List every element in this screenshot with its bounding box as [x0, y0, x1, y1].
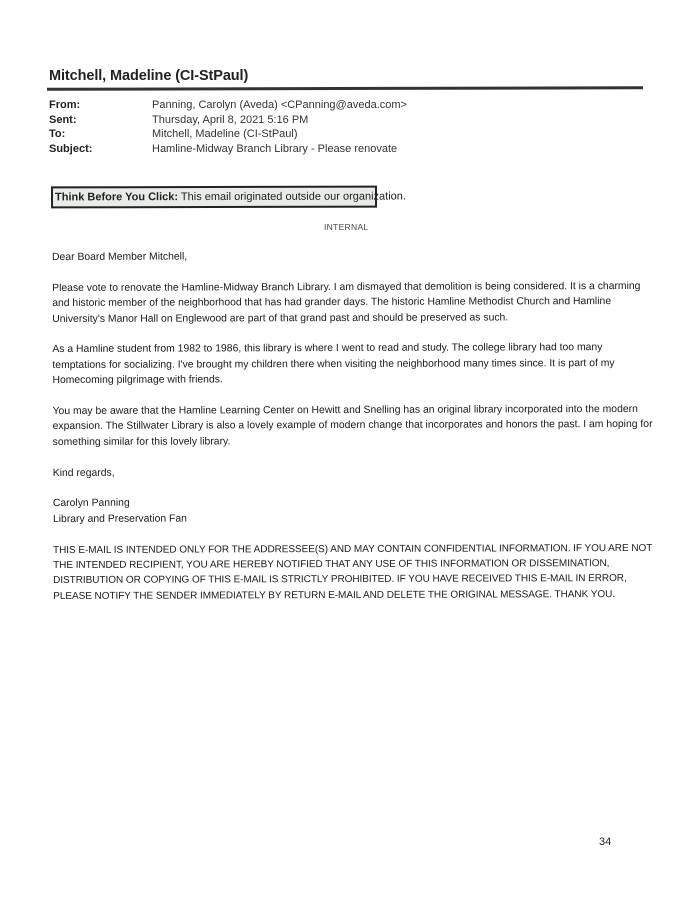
signature-title: Library and Preservation Fan	[52, 513, 187, 525]
warning-bold-label: Think Before You Click:	[54, 191, 179, 204]
meta-label: Subject:	[49, 142, 93, 155]
meta-sent	[49, 113, 407, 128]
signature-block	[53, 494, 653, 527]
meta-label: Sent:	[49, 113, 77, 126]
page-number: 34	[599, 836, 612, 848]
meta-from	[49, 98, 407, 113]
warning-text: This email originated outside our organization.	[178, 190, 406, 204]
meta-subject	[49, 142, 407, 157]
email-body	[52, 248, 653, 620]
meta-label: To:	[49, 128, 66, 141]
from-value: Panning, Carolyn (Aveda) <CPanning@aveda.com>	[152, 99, 407, 111]
external-email-warning-banner	[51, 186, 406, 209]
greeting: Dear Board Member Mitchell,	[52, 251, 188, 263]
to-value: Mitchell, Madeline (CI-StPaul)	[152, 128, 298, 141]
closing: Kind regards,	[52, 467, 115, 479]
mailbox-owner-heading: Mitchell, Madeline (CI-StPaul)	[49, 68, 249, 84]
email-metadata	[49, 98, 407, 156]
confidentiality-disclaimer: THIS E-MAIL IS INTENDED ONLY FOR THE ADDRESSEE(S) AND MAY CONTAIN CONFIDENTIAL INFORMATION. IF YOU ARE NOT THE INTENDED RECIPIENT, YOU ARE HEREBY NOTIFIED THAT ANY USE OF THIS INFORMATION OR DISSEMINATION, DISTRIBUTION OR COPYING OF THIS E-MAIL IS STRICTLY PROHIBITED. IF YOU HAVE RECEIVED THIS E-MAIL IN ERROR, PLEASE NOTIFY THE SENDER IMMEDIATELY BY RETURN E-MAIL AND DELETE THE ORIGINAL MESSAGE. THANK YOU.	[53, 542, 653, 602]
header-divider	[47, 86, 643, 91]
body-paragraph: Please vote to renovate the Hamline-Midway Branch Library. I am dismayed that demolition is being considered. It is a charming and historic member of the neighborhood that has had grander days. The historic Hamline Methodist Church and Hamline University's Manor Hall on Englewood are part of that grand past and should be preserved as such.	[52, 280, 641, 325]
subject-value: Hamline-Midway Branch Library - Please renovate	[152, 142, 398, 155]
signature-name: Carolyn Panning	[52, 498, 130, 510]
body-paragraph: You may be aware that the Hamline Learning Center on Hewitt and Snelling has an original library incorporated into the modern expansion. The Stillwater Library is also a lovely example of modern change that incorporates and honors the past. I am hoping for something similar for this lovely library.	[52, 403, 653, 448]
body-paragraph: As a Hamline student from 1982 to 1986, this library is where I went to read and study. The college library had too many temptations for socializing. I've brought my children there when visiting the neighborhood many times since. It is part of my Homecoming pilgrimage with friends.	[52, 342, 615, 387]
meta-label: From:	[49, 99, 81, 111]
classification-label: INTERNAL	[324, 222, 369, 232]
meta-to	[49, 127, 407, 142]
sent-value: Thursday, April 8, 2021 5:16 PM	[152, 113, 309, 126]
